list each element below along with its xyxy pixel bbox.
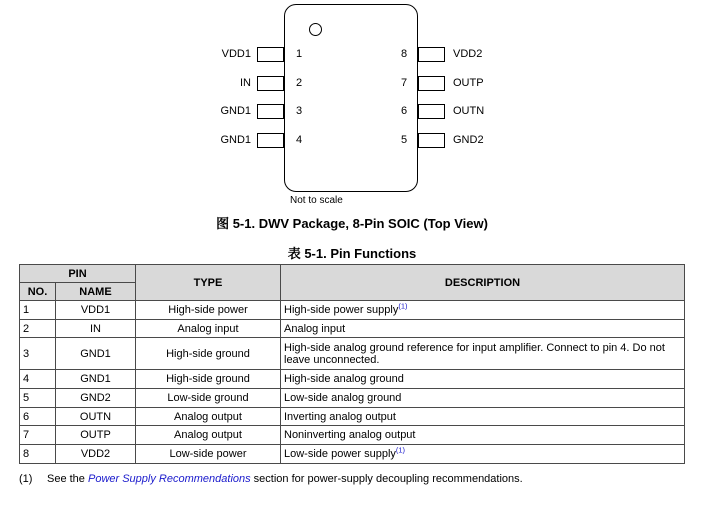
table-caption-text: 5-1. Pin Functions — [300, 246, 417, 261]
cell-description: High-side analog ground reference for input amplifier. Connect to pin 4. Do not leave unconnected. — [281, 338, 685, 370]
table-row — [20, 319, 685, 338]
table-row — [20, 301, 685, 320]
cell-description: Inverting analog output — [281, 407, 685, 426]
cell-type: Analog input — [136, 319, 281, 338]
cell-name: GND1 — [56, 370, 136, 389]
table-row — [20, 426, 685, 445]
pin-lead — [418, 76, 445, 91]
cell-type: High-side ground — [136, 338, 281, 370]
cell-name: GND2 — [56, 389, 136, 408]
cell-type: Analog output — [136, 426, 281, 445]
footnote-number: (1) — [19, 473, 33, 485]
pin-lead — [257, 133, 284, 148]
cell-name: VDD2 — [56, 445, 136, 464]
footnote-text-after: section for power-supply decoupling recommendations. — [250, 473, 523, 485]
table-row — [20, 445, 685, 464]
cell-name: GND1 — [56, 338, 136, 370]
table-row — [20, 338, 685, 370]
table-row — [20, 370, 685, 389]
cell-name: OUTN — [56, 407, 136, 426]
cell-no: 4 — [20, 370, 56, 389]
pin-lead — [257, 104, 284, 119]
pin-lead — [418, 47, 445, 62]
pin-number: 7 — [401, 77, 408, 89]
pin-lead — [418, 133, 445, 148]
cell-no: 8 — [20, 445, 56, 464]
cell-description: Analog input — [281, 319, 685, 338]
cell-type: High-side ground — [136, 370, 281, 389]
cell-name: IN — [56, 319, 136, 338]
ic-package-body — [284, 4, 418, 192]
cell-description — [281, 301, 685, 320]
description-text: Low-side power supply — [284, 447, 396, 460]
header-pin: PIN — [20, 265, 136, 283]
table-row — [20, 389, 685, 408]
pin-signal-label: IN — [240, 77, 251, 89]
footnote — [19, 472, 523, 486]
cell-no: 6 — [20, 407, 56, 426]
pin-signal-label: VDD1 — [221, 48, 251, 60]
pin-signal-label: GND2 — [453, 134, 484, 146]
not-to-scale-note: Not to scale — [290, 195, 343, 206]
pin-functions-table — [19, 264, 685, 464]
cell-no: 3 — [20, 338, 56, 370]
pin-number: 8 — [401, 48, 408, 60]
table-caption-prefix: 表 — [287, 247, 301, 262]
pin-signal-label: GND1 — [220, 134, 251, 146]
power-supply-recommendations-link[interactable]: Power Supply Recommendations — [87, 473, 251, 485]
cell-description — [281, 445, 685, 464]
description-text: High-side power supply — [284, 303, 399, 316]
pin-signal-label: GND1 — [220, 105, 251, 117]
footnote-ref-link[interactable]: (1) — [395, 445, 406, 455]
pin-signal-label: OUTP — [453, 77, 484, 89]
header-description: DESCRIPTION — [281, 265, 685, 301]
pin-number: 1 — [296, 48, 303, 60]
cell-type: Analog output — [136, 407, 281, 426]
footnote-text-before: See the — [47, 473, 88, 485]
pin-number: 2 — [296, 77, 303, 89]
cell-description: Low-side analog ground — [281, 389, 685, 408]
cell-no: 7 — [20, 426, 56, 445]
header-name: NAME — [56, 283, 136, 301]
table-caption — [0, 246, 704, 263]
cell-type: Low-side ground — [136, 389, 281, 408]
pin-number: 4 — [296, 134, 303, 146]
cell-name: VDD1 — [56, 301, 136, 320]
cell-name: OUTP — [56, 426, 136, 445]
pin-signal-label: OUTN — [453, 105, 485, 117]
footnote-ref-link[interactable]: (1) — [398, 301, 408, 311]
pin-signal-label: VDD2 — [453, 48, 483, 60]
pin-lead — [257, 47, 284, 62]
pin-number: 3 — [296, 105, 303, 117]
pin1-marker-icon — [309, 23, 322, 36]
figure-caption-text: 5-1. DWV Package, 8-Pin SOIC (Top View) — [229, 216, 488, 231]
pin-lead — [257, 76, 284, 91]
cell-description: High-side analog ground — [281, 370, 685, 389]
pin-number: 5 — [401, 134, 408, 146]
cell-no: 5 — [20, 389, 56, 408]
figure-caption — [0, 216, 704, 233]
cell-no: 1 — [20, 301, 56, 320]
table-row — [20, 407, 685, 426]
cell-no: 2 — [20, 319, 56, 338]
cell-type: Low-side power — [136, 445, 281, 464]
pin-lead — [418, 104, 445, 119]
figure-caption-prefix: 图 — [216, 217, 230, 232]
pin-number: 6 — [401, 105, 408, 117]
cell-type: High-side power — [136, 301, 281, 320]
header-type: TYPE — [136, 265, 281, 301]
cell-description: Noninverting analog output — [281, 426, 685, 445]
header-no: NO. — [20, 283, 56, 301]
